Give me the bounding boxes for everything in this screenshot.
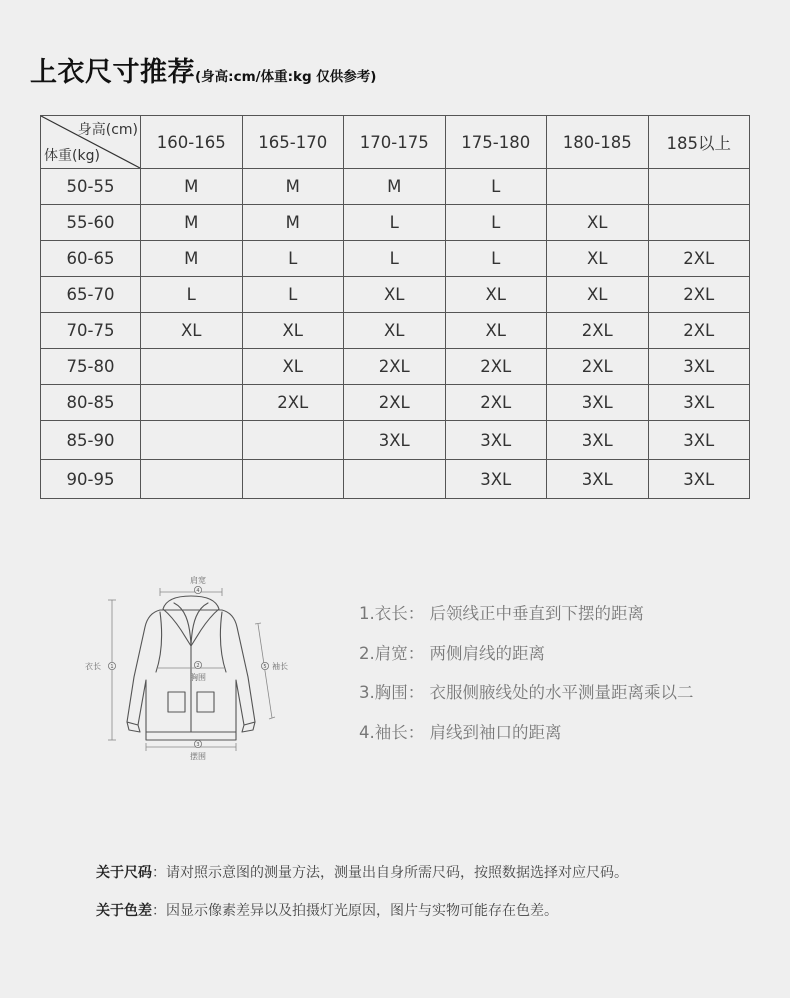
size-cell: 3XL: [547, 460, 649, 499]
size-cell: [648, 205, 750, 241]
height-header: 185以上: [648, 116, 750, 169]
measure-item: 3.胸围： 衣服侧腋线处的水平测量距离乘以二: [359, 683, 694, 702]
weight-cell: 85-90: [41, 421, 141, 460]
size-cell: [344, 460, 446, 499]
weight-cell: 65-70: [41, 277, 141, 313]
height-header: 160-165: [141, 116, 243, 169]
size-cell: [242, 421, 344, 460]
weight-axis-label: 体重(kg): [44, 148, 100, 164]
table-row: [41, 349, 750, 385]
table-row: [41, 205, 750, 241]
size-cell: L: [445, 169, 547, 205]
measure-item: 2.肩宽： 两侧肩线的距离: [359, 643, 545, 663]
title-subtitle: (身高:cm/体重:kg 仅供参考): [195, 69, 377, 85]
size-cell: 2XL: [547, 313, 649, 349]
page-title: [30, 50, 376, 89]
size-cell: [547, 169, 649, 205]
size-cell: 2XL: [547, 349, 649, 385]
weight-cell: 70-75: [41, 313, 141, 349]
size-cell: 3XL: [648, 460, 750, 499]
size-cell: [141, 385, 243, 421]
size-cell: 2XL: [344, 349, 446, 385]
size-note-text: ：请对照示意图的测量方法，测量出自身所需尺码，按照数据选择对应尺码。: [152, 865, 628, 881]
size-cell: XL: [547, 205, 649, 241]
table-row: [41, 421, 750, 460]
marker-2: 2: [196, 662, 200, 669]
size-cell: [242, 460, 344, 499]
size-cell: [648, 169, 750, 205]
size-cell: 2XL: [445, 385, 547, 421]
size-cell: 2XL: [445, 349, 547, 385]
marker-3: 3: [196, 741, 200, 748]
size-cell: 3XL: [445, 460, 547, 499]
size-cell: 3XL: [344, 421, 446, 460]
jacket-diagram: [85, 572, 300, 770]
size-cell: XL: [242, 349, 344, 385]
size-cell: 2XL: [648, 277, 750, 313]
size-cell: 3XL: [547, 385, 649, 421]
size-cell: XL: [344, 313, 446, 349]
title-main: 上衣尺寸推荐: [30, 57, 195, 88]
size-cell: XL: [344, 277, 446, 313]
label-length: 衣长: [85, 662, 101, 671]
marker-5: 5: [263, 663, 267, 670]
size-cell: XL: [141, 313, 243, 349]
label-sleeve: 袖长: [272, 662, 288, 671]
table-header-row: [41, 116, 750, 169]
size-note-label: 关于尺码: [96, 865, 152, 881]
height-axis-label: 身高(cm): [77, 122, 138, 138]
size-cell: L: [344, 241, 446, 277]
measurement-instructions: [359, 603, 694, 761]
size-cell: 2XL: [242, 385, 344, 421]
size-cell: 3XL: [547, 421, 649, 460]
table-row: [41, 241, 750, 277]
label-chest: 胸围: [190, 673, 206, 682]
size-cell: [141, 349, 243, 385]
size-cell: M: [141, 205, 243, 241]
size-cell: M: [141, 169, 243, 205]
weight-cell: 60-65: [41, 241, 141, 277]
size-cell: 3XL: [648, 421, 750, 460]
size-cell: M: [242, 169, 344, 205]
size-cell: 3XL: [445, 421, 547, 460]
color-note: [96, 900, 558, 920]
measure-item: 4.袖长： 肩线到袖口的距离: [359, 722, 562, 742]
size-cell: XL: [547, 277, 649, 313]
size-cell: M: [344, 169, 446, 205]
size-note: [96, 862, 628, 882]
height-header: 170-175: [344, 116, 446, 169]
weight-cell: 75-80: [41, 349, 141, 385]
size-cell: L: [344, 205, 446, 241]
size-cell: L: [141, 277, 243, 313]
table-row: [41, 385, 750, 421]
table-corner-cell: [41, 116, 141, 169]
size-cell: 2XL: [648, 313, 750, 349]
color-note-label: 关于色差: [96, 903, 152, 919]
size-table: [40, 115, 750, 499]
marker-1: 1: [110, 663, 114, 670]
size-cell: L: [242, 277, 344, 313]
size-cell: [141, 460, 243, 499]
weight-cell: 90-95: [41, 460, 141, 499]
table-row: [41, 277, 750, 313]
size-cell: 3XL: [648, 349, 750, 385]
label-shoulder: 肩宽: [190, 576, 206, 585]
size-cell: L: [445, 241, 547, 277]
size-cell: XL: [547, 241, 649, 277]
size-cell: 2XL: [344, 385, 446, 421]
size-cell: XL: [242, 313, 344, 349]
color-note-text: ：因显示像素差异以及拍摄灯光原因，图片与实物可能存在色差。: [152, 903, 558, 919]
weight-cell: 80-85: [41, 385, 141, 421]
height-header: 175-180: [445, 116, 547, 169]
size-cell: L: [445, 205, 547, 241]
height-header: 180-185: [547, 116, 649, 169]
height-header: 165-170: [242, 116, 344, 169]
size-cell: XL: [445, 313, 547, 349]
measure-item: 1.衣长： 后领线正中垂直到下摆的距离: [359, 604, 644, 623]
size-cell: 2XL: [648, 241, 750, 277]
label-hem: 摆围: [190, 752, 206, 761]
size-cell: L: [242, 241, 344, 277]
size-cell: [141, 421, 243, 460]
size-cell: M: [242, 205, 344, 241]
jacket-illustration: [100, 572, 300, 770]
weight-cell: 55-60: [41, 205, 141, 241]
size-cell: 3XL: [648, 385, 750, 421]
table-row: [41, 460, 750, 499]
size-cell: M: [141, 241, 243, 277]
marker-4: 4: [196, 587, 200, 594]
size-cell: XL: [445, 277, 547, 313]
table-row: [41, 169, 750, 205]
weight-cell: 50-55: [41, 169, 141, 205]
table-row: [41, 313, 750, 349]
